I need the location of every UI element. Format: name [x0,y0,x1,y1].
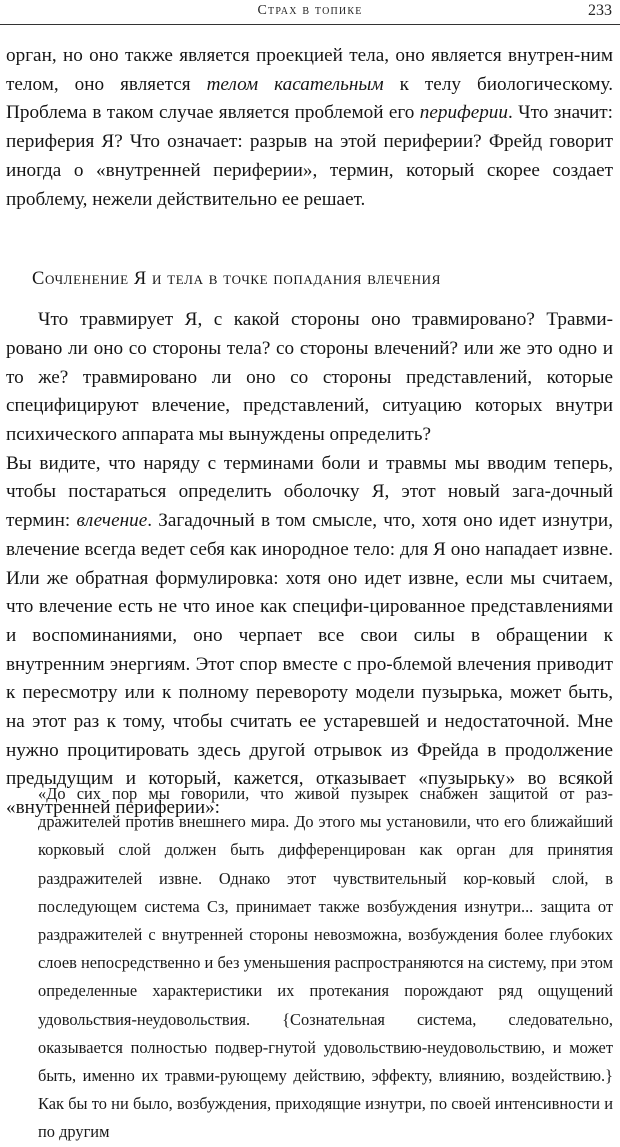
header-rule [0,24,620,25]
section-paragraph-1: Что травмирует Я, с какой стороны оно травмировано? Травми-ровано ли оно со стороны тела? со стороны влечений? или же это одно и то же? травмировано ли оно со стороны представлений, которые специфицируют влечение, представлений, ситуацию которых внутри психического аппарата мы вынуждены определить? [6,309,613,446]
section-paragraph-2-text-2: . Загадочный в том смысле, что, хотя оно идет изнутри, влечение всегда ведет себя как инородное тело: для Я оно нападает извне. Или же обратная формулировка: хотя оно идет извне, если мы считаем, что влечение есть не что иное как специфи-цированное представлениями и воспоминаниями, оно черпает все свои силы в обращении к внутренним энергиям. Этот спор вместе с про-блемой влечения приводит к пересмотру или к полному перевороту модели пузырька, может быть, на этот раз к тому, чтобы считать ее устаревшей и недостаточной. Мне нужно процитировать здесь другой отрывок из Фрейда в продолжение предыдущим и который, кажется, отказывает «пузырьку» во всякой «внутренней периферии»: [6,510,614,819]
main-text [6,42,613,823]
intro-text-2: к телу биологическому. Проблема в таком случае является проблемой его [6,73,613,124]
page-number: 233 [588,2,612,19]
section-paragraph-2-emphasis: влечение [76,510,148,532]
freud-quotation: «До сих пор мы говорили, что живой пузырек снабжен защитой от раз-дражителей против внешнего мира. До этого мы установили, что его ближайший корковый слой должен быть дифференцирован как орган для принятия раздражителей извне. Однако этот чувствительный кор-ковый слой, в последующем система Сз, принимает также возбуждения изнутри... защита от раздражителей с внутренней стороны невозможна, возбуждения более глубоких слоев непосредственно и без уменьшения распространяются на систему, при этом определенные характеристики их протекания порождают ряд ощущений удовольствия-неудовольствия. {Сознательная система, следовательно, оказывается полностью подвер-гнутой удовольствию-неудовольствию, и может быть, именно их травми-рующему действию, эффекту, влиянию, воздействию.} Как бы то ни было, возбуждения, приходящие изнутри, по своей интенсивности и по другим [38,784,613,1142]
intro-emphasis-2: периферии [419,102,508,124]
intro-paragraph [6,42,613,214]
intro-text-3: . Что значит: периферия Я? Что означает: разрыв на этой периферии? Фрейд говорит иногда о «внутренней периферии», термин, который скорее создает проблему, нежели действительно ее решает. [6,102,613,210]
section-paragraph-2-text-1: Вы видите, что наряду с терминами боли и травмы мы вводим теперь, чтобы постараться определить оболочку Я, этот новый зага-дочный термин: [6,452,613,532]
intro-text-1: орган, но оно также является проекцией тела, оно является внутрен-ним телом, оно является [6,45,613,95]
section-paragraph-2 [6,450,613,823]
running-header [0,0,620,28]
section-heading: Сочленение Я и тела в точке попадания влечения [32,269,441,290]
intro-emphasis-1: телом касательным [206,73,384,95]
running-title: Страх в топике [257,3,363,18]
